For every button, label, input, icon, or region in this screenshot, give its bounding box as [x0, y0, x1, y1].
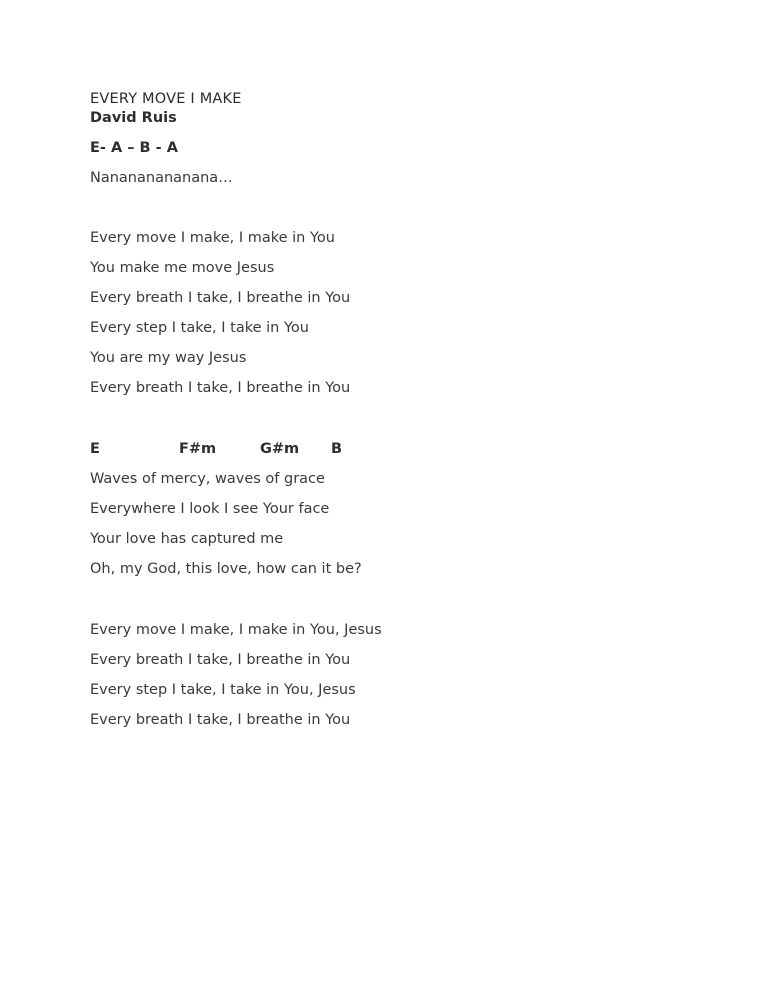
song-author: David Ruis — [90, 110, 177, 126]
verse2-line: Every breath I take, I breathe in You — [90, 652, 351, 668]
chorus-line: Waves of mercy, waves of grace — [90, 471, 325, 487]
verse1-line: Every breath I take, I breathe in You — [90, 290, 351, 306]
verse1-line: Every breath I take, I breathe in You — [90, 380, 351, 396]
verse2-line: Every breath I take, I breathe in You — [90, 712, 351, 728]
chorus-chord: B — [331, 441, 343, 457]
verse1-line: You are my way Jesus — [90, 350, 247, 366]
chorus-line: Your love has captured me — [90, 531, 284, 547]
chorus-chord: F#m — [179, 441, 217, 457]
verse1-line: Every move I make, I make in You — [90, 230, 335, 246]
chorus-chord: E — [90, 441, 100, 457]
chorus-line: Oh, my God, this love, how can it be? — [90, 561, 362, 577]
chorus-chord: G#m — [260, 441, 300, 457]
verse1-line: You make me move Jesus — [90, 260, 275, 276]
verse2-line: Every move I make, I make in You, Jesus — [90, 622, 382, 638]
song-title: EVERY MOVE I MAKE — [90, 91, 242, 107]
intro-chords: E- A – B - A — [90, 140, 178, 156]
verse1-line: Every step I take, I take in You — [90, 320, 309, 336]
intro-vocal: Nanananananana… — [90, 170, 233, 186]
verse2-line: Every step I take, I take in You, Jesus — [90, 682, 356, 698]
chorus-line: Everywhere I look I see Your face — [90, 501, 330, 517]
